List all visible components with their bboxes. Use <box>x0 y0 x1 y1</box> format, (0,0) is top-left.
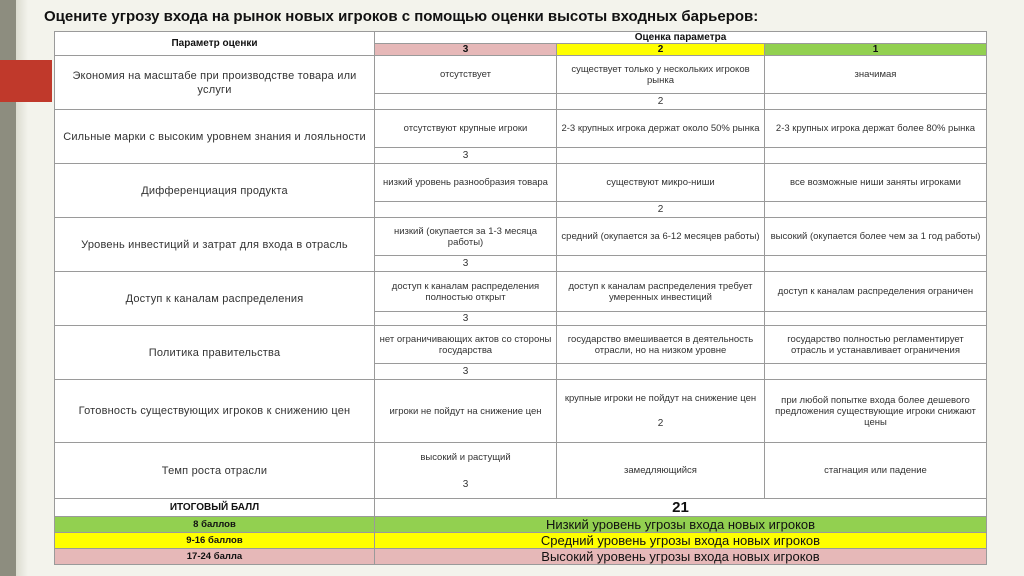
option-cell-2: существует только у нескольких игроков рынка <box>557 56 765 94</box>
red-accent-mark <box>0 60 52 102</box>
option-cell-1: все возможные ниши заняты игроками <box>765 164 987 202</box>
param-cell: Доступ к каналам распределения <box>55 272 375 326</box>
selected-score: 3 <box>375 256 557 272</box>
selected-score: 3 <box>462 478 469 490</box>
legend-range-low: 8 баллов <box>55 517 375 533</box>
selected-score: 3 <box>375 312 557 326</box>
score-col-2: 2 <box>557 44 765 56</box>
option-cell-2: 2-3 крупных игрока держат около 50% рынка <box>557 110 765 148</box>
param-cell: Уровень инвестиций и затрат для входа в отрасль <box>55 218 375 272</box>
selected-score: 3 <box>375 364 557 380</box>
total-label: ИТОГОВЫЙ БАЛЛ <box>55 499 375 517</box>
selected-score: 2 <box>657 418 664 429</box>
legend-range-high: 17-24 балла <box>55 549 375 565</box>
param-cell: Готовность существующих игроков к снижению цен <box>55 380 375 443</box>
option-text: крупные игроки не пойдут на снижение цен <box>564 393 757 404</box>
option-cell-3: отсутствует <box>375 56 557 94</box>
total-score: 21 <box>375 499 987 517</box>
legend-text-low: Низкий уровень угрозы входа новых игроков <box>375 517 987 533</box>
selected-score: 2 <box>557 202 765 218</box>
entry-barriers-table <box>54 31 987 565</box>
legend-range-mid: 9-16 баллов <box>55 533 375 549</box>
option-cell-2 <box>557 380 765 443</box>
option-cell-1: государство полностью регламентирует отрасль и устанавливает ограничения <box>765 326 987 364</box>
score-col-3: 3 <box>375 44 557 56</box>
param-cell: Сильные марки с высоким уровнем знания и лояльности <box>55 110 375 164</box>
option-cell-3: низкий (окупается за 1-3 месяца работы) <box>375 218 557 256</box>
option-cell-1: доступ к каналам распределения ограничен <box>765 272 987 312</box>
option-cell-1: высокий (окупается более чем за 1 год работы) <box>765 218 987 256</box>
option-cell-1: стагнация или падение <box>765 443 987 499</box>
option-cell-1: значимая <box>765 56 987 94</box>
option-cell-3: доступ к каналам распределения полностью открыт <box>375 272 557 312</box>
option-cell-2: государство вмешивается в деятельность отрасли, но на низком уровне <box>557 326 765 364</box>
score-col-1: 1 <box>765 44 987 56</box>
option-cell-3 <box>375 443 557 499</box>
option-cell-1: 2-3 крупных игрока держат более 80% рынка <box>765 110 987 148</box>
option-cell-3: низкий уровень разнообразия товара <box>375 164 557 202</box>
page-title: Оцените угрозу входа на рынок новых игроков с помощью оценки высоты входных барьеров: <box>44 8 759 25</box>
param-cell: Экономия на масштабе при производстве товара или услуги <box>55 56 375 110</box>
selected-score: 3 <box>375 148 557 164</box>
option-text: высокий и растущий <box>420 451 511 463</box>
score-header: Оценка параметра <box>375 32 987 44</box>
param-header: Параметр оценки <box>55 32 375 56</box>
option-cell-3: отсутствуют крупные игроки <box>375 110 557 148</box>
option-cell-2: средний (окупается за 6-12 месяцев работы) <box>557 218 765 256</box>
option-cell-2: существуют микро-ниши <box>557 164 765 202</box>
option-cell-2: замедляющийся <box>557 443 765 499</box>
param-cell: Политика правительства <box>55 326 375 380</box>
param-cell: Темп роста отрасли <box>55 443 375 499</box>
option-cell-2: доступ к каналам распределения требует умеренных инвестиций <box>557 272 765 312</box>
selected-score: 2 <box>557 94 765 110</box>
legend-text-high: Высокий уровень угрозы входа новых игроков <box>375 549 987 565</box>
option-cell-1: при любой попытке входа более дешевого предложения существующие игроки снижают цены <box>765 380 987 443</box>
option-cell-3: игроки не пойдут на снижение цен <box>375 380 557 443</box>
option-cell-3: нет ограничивающих актов со стороны государства <box>375 326 557 364</box>
legend-text-mid: Средний уровень угрозы входа новых игроков <box>375 533 987 549</box>
param-cell: Дифференциация продукта <box>55 164 375 218</box>
